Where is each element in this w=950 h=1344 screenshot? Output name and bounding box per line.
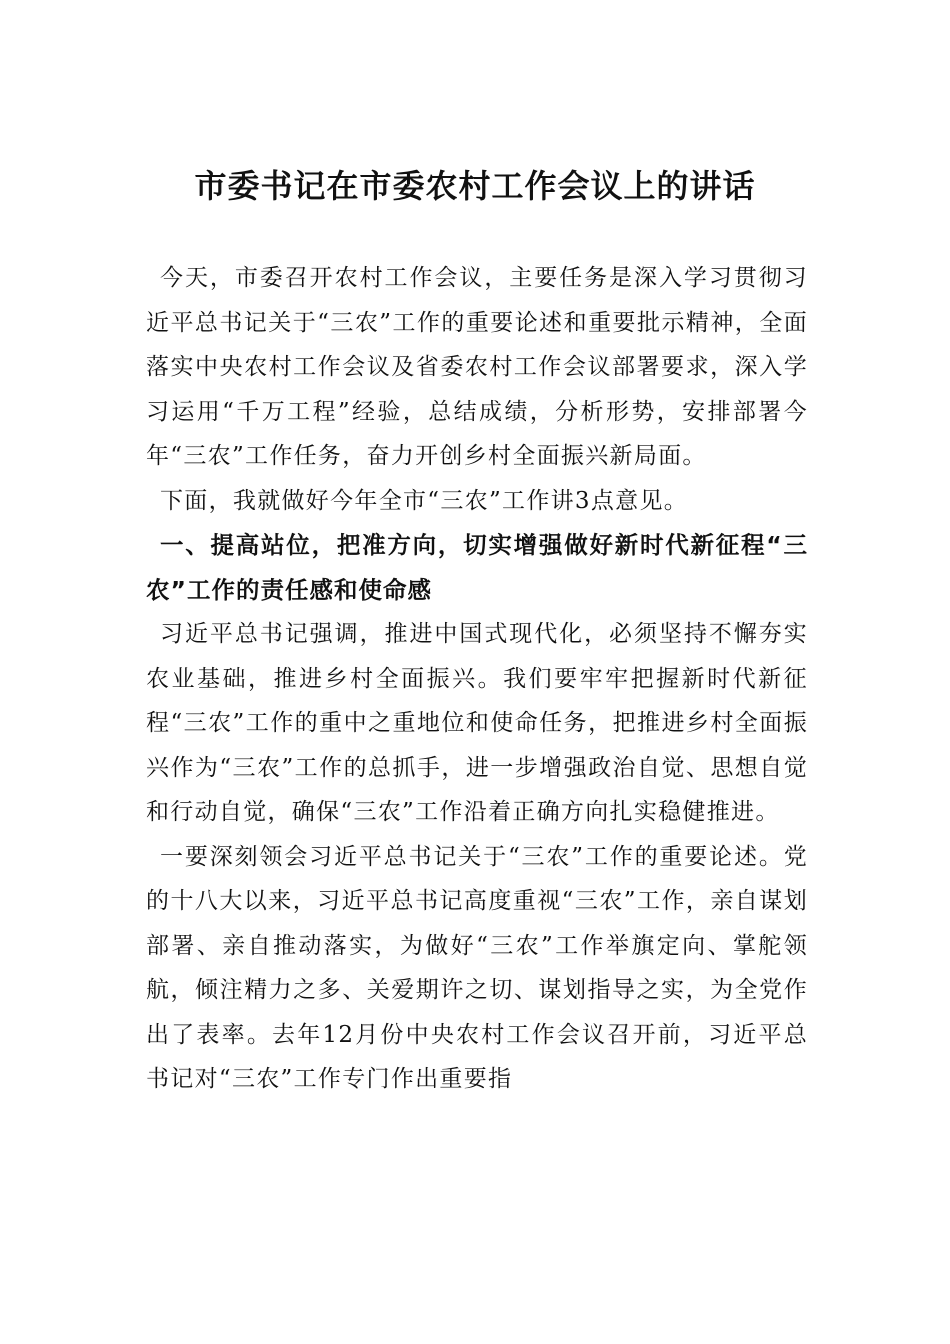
- intro-paragraph: 今天，市委召开农村工作会议，主要任务是深入学习贯彻习近平总书记关于“三农”工作的重要论述和重要批示精神，全面落实中央农村工作会议及省委农村工作会议部署要求，深入学习运用“千万工程”经验，总结成绩，分析形势，安排部署今年“三农”工作任务，奋力开创乡村全面振兴新局面。: [146, 265, 808, 469]
- document-title: 市委书记在市委农村工作会议上的讲话: [194, 167, 756, 205]
- section-1-paragraph-2: 一要深刻领会习近平总书记关于“三农”工作的重要论述。党的十八大以来，习近平总书记高度重视“三农”工作，亲自谋划部署、亲自推动落实，为做好“三农”工作举旗定向、掌舵领航，倾注精力之多、关爱期许之切、谋划指导之实，为全党作出了表率。去年12月份中央农村工作会议召开前，习近平总书记对“三农”工作专门作出重要指: [146, 843, 808, 1092]
- document-body: [146, 256, 808, 1102]
- section-1-paragraph-1: 习近平总书记强调，推进中国式现代化，必须坚持不懈夯实农业基础，推进乡村全面振兴。我们要牢牢把握新时代新征程“三农”工作的重中之重地位和使命任务，把推进乡村全面振兴作为“三农”工作的总抓手，进一步增强政治自觉、思想自觉和行动自觉，确保“三农”工作沿着正确方向扎实稳健推进。: [146, 621, 808, 825]
- outline-paragraph: 下面，我就做好今年全市“三农”工作讲3点意见。: [160, 487, 689, 514]
- section-heading-1: 一、提高站位，把准方向，切实增强做好新时代新征程“三农”工作的责任感和使命感: [146, 531, 808, 604]
